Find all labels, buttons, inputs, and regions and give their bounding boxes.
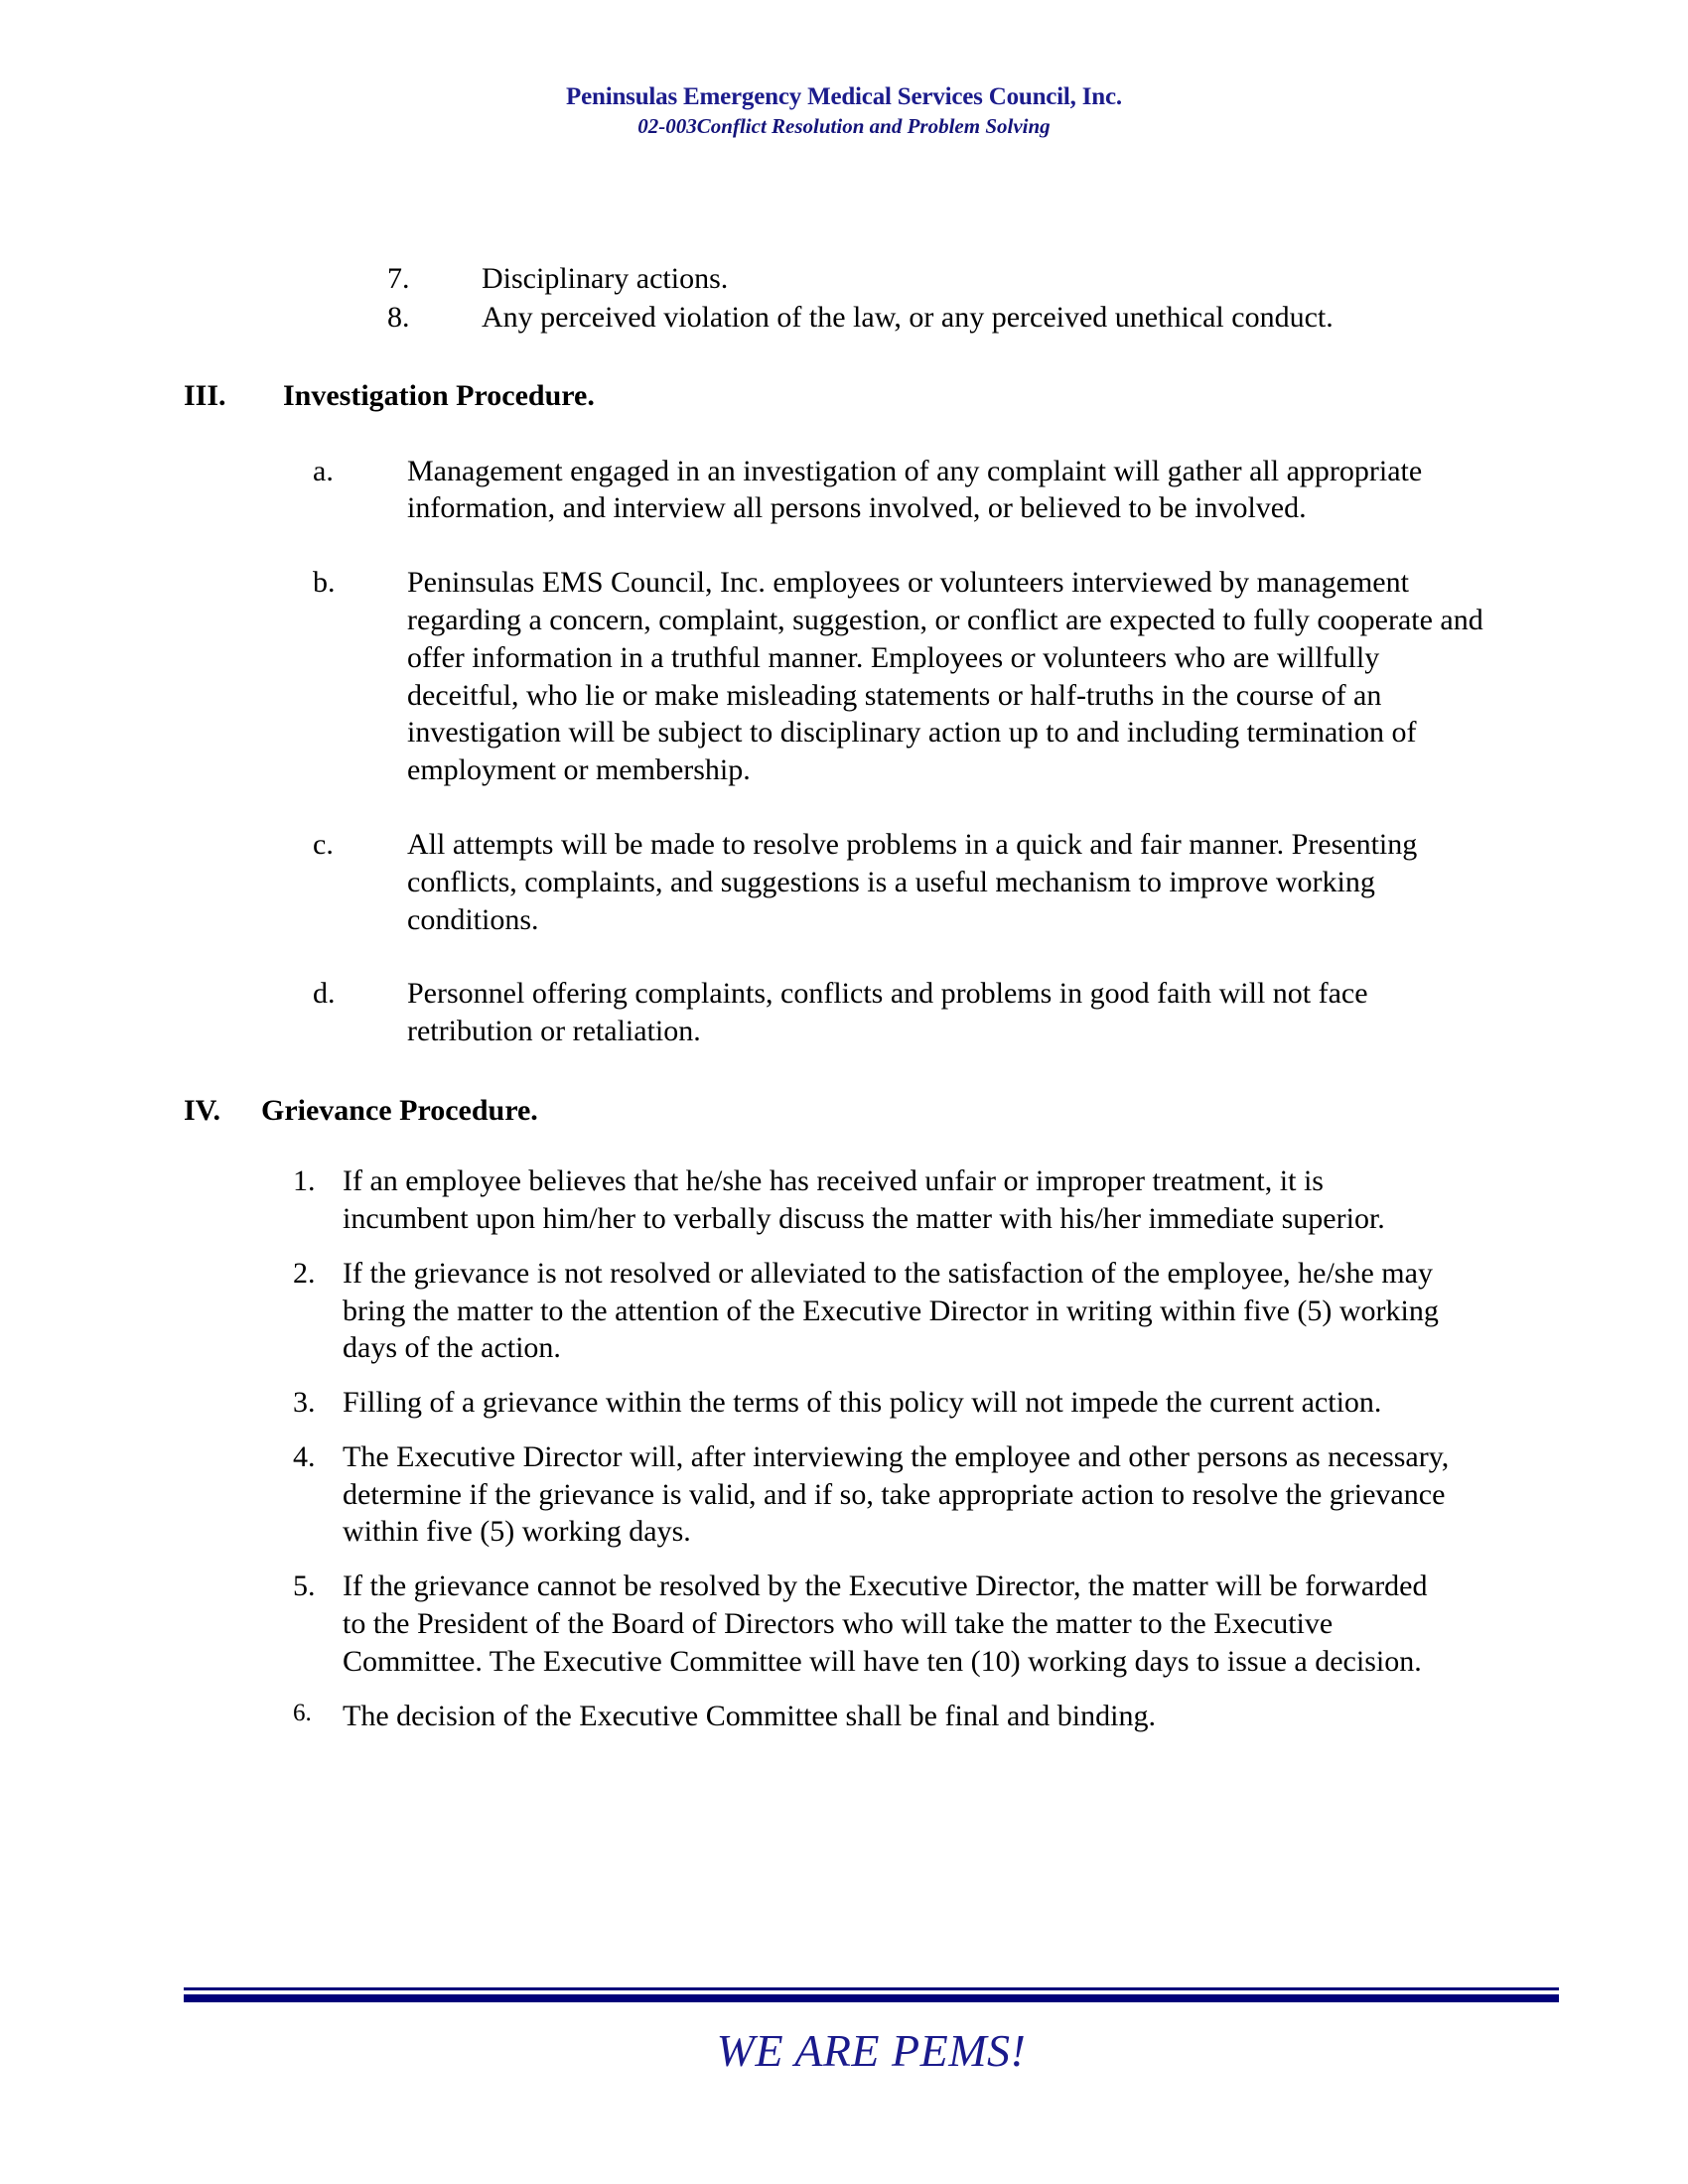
investigation-procedure-list: [184, 453, 1539, 1050]
continued-numbered-list: [184, 260, 1539, 336]
list-item-text: If the grievance cannot be resolved by the Executive Director, the matter will be forwarded to the President of the Board of Directors who will take the matter to the Executive Committee. The Executive Committee will have ten (10) working days to issue a decision.: [343, 1570, 1428, 1678]
document-body: [0, 260, 1688, 1734]
list-item: [184, 260, 1539, 297]
list-item: [313, 975, 1539, 1050]
list-item-text: If an employee believes that he/she has received unfair or improper treatment, it is incumbent upon him/her to verbally discuss the matter with his/her immediate superior.: [343, 1164, 1385, 1235]
list-item: [293, 1384, 1539, 1422]
list-item: [313, 564, 1539, 789]
section-title: Investigation Procedure.: [283, 379, 595, 413]
section-numeral: III.: [184, 379, 226, 413]
list-item-number: 4.: [293, 1439, 316, 1473]
list-item-text: The decision of the Executive Committee shall be final and binding.: [343, 1699, 1156, 1732]
section-numeral: IV.: [184, 1093, 220, 1127]
list-item-text: Personnel offering complaints, conflicts and problems in good faith will not face retribution or retaliation.: [407, 977, 1368, 1048]
section-heading-grievance-procedure: [184, 1092, 1539, 1129]
grievance-procedure-list: [184, 1162, 1539, 1734]
document-footer: [184, 1987, 1559, 2077]
section-heading-investigation-procedure: [184, 377, 1539, 414]
list-item: [313, 453, 1539, 528]
list-item-text: Disciplinary actions.: [482, 262, 729, 295]
footer-rule-thick: [184, 1994, 1559, 2002]
list-item-text: Peninsulas EMS Council, Inc. employees or volunteers interviewed by management regarding a concern, complaint, suggestion, or conflict are expected to fully cooperate and offer information in a truthful manner. Employees or volunteers who are willfully deceitful, who lie or make misleading statements or half-truths in the course of an investigation will be subject to disciplinary action up to and including termination of employment or membership.: [407, 566, 1483, 787]
list-item-letter: a.: [313, 454, 334, 487]
document-header: [0, 83, 1688, 139]
header-document-subtitle: 02-003Conflict Resolution and Problem Solving: [637, 113, 1051, 138]
section-title: Grievance Procedure.: [261, 1093, 538, 1127]
list-item-letter: d.: [313, 977, 336, 1011]
list-item-number: 5.: [293, 1570, 316, 1603]
list-item-number: 3.: [293, 1386, 316, 1420]
list-item-text: All attempts will be made to resolve problems in a quick and fair manner. Presenting conflicts, complaints, and suggestions is a useful mechanism to improve working conditions.: [407, 827, 1418, 936]
list-item-number: 6.: [293, 1699, 312, 1726]
list-item: [313, 826, 1539, 938]
list-item: [293, 1255, 1539, 1367]
list-item-text: Management engaged in an investigation of any complaint will gather all appropriate information, and interview all persons involved, or believed to be involved.: [407, 454, 1423, 525]
list-item: [293, 1162, 1539, 1238]
list-item-number: 2.: [293, 1256, 316, 1290]
footer-slogan: WE ARE PEMS!: [716, 2025, 1027, 2076]
list-item: [293, 1568, 1539, 1680]
list-item-text: Filling of a grievance within the terms of this policy will not impede the current action.: [343, 1386, 1382, 1420]
header-organization-name: Peninsulas Emergency Medical Services Council, Inc.: [566, 83, 1122, 110]
list-item-number: 7.: [387, 262, 410, 295]
list-item-text: The Executive Director will, after interviewing the employee and other persons as necessary, determine if the grievance is valid, and if so, take appropriate action to resolve the grievance within five (5) working days.: [343, 1439, 1450, 1549]
list-item: [293, 1438, 1539, 1551]
list-item-letter: c.: [313, 827, 334, 861]
list-item-text: If the grievance is not resolved or alleviated to the satisfaction of the employee, he/she may bring the matter to the attention of the Executive Director in writing within five (5) working days of the action.: [343, 1256, 1439, 1365]
list-item-letter: b.: [313, 566, 336, 600]
list-item: [184, 299, 1539, 336]
list-item-number: 1.: [293, 1164, 316, 1198]
list-item: [293, 1698, 1539, 1735]
list-item-number: 8.: [387, 301, 410, 335]
list-item-text: Any perceived violation of the law, or any perceived unethical conduct.: [482, 301, 1334, 335]
